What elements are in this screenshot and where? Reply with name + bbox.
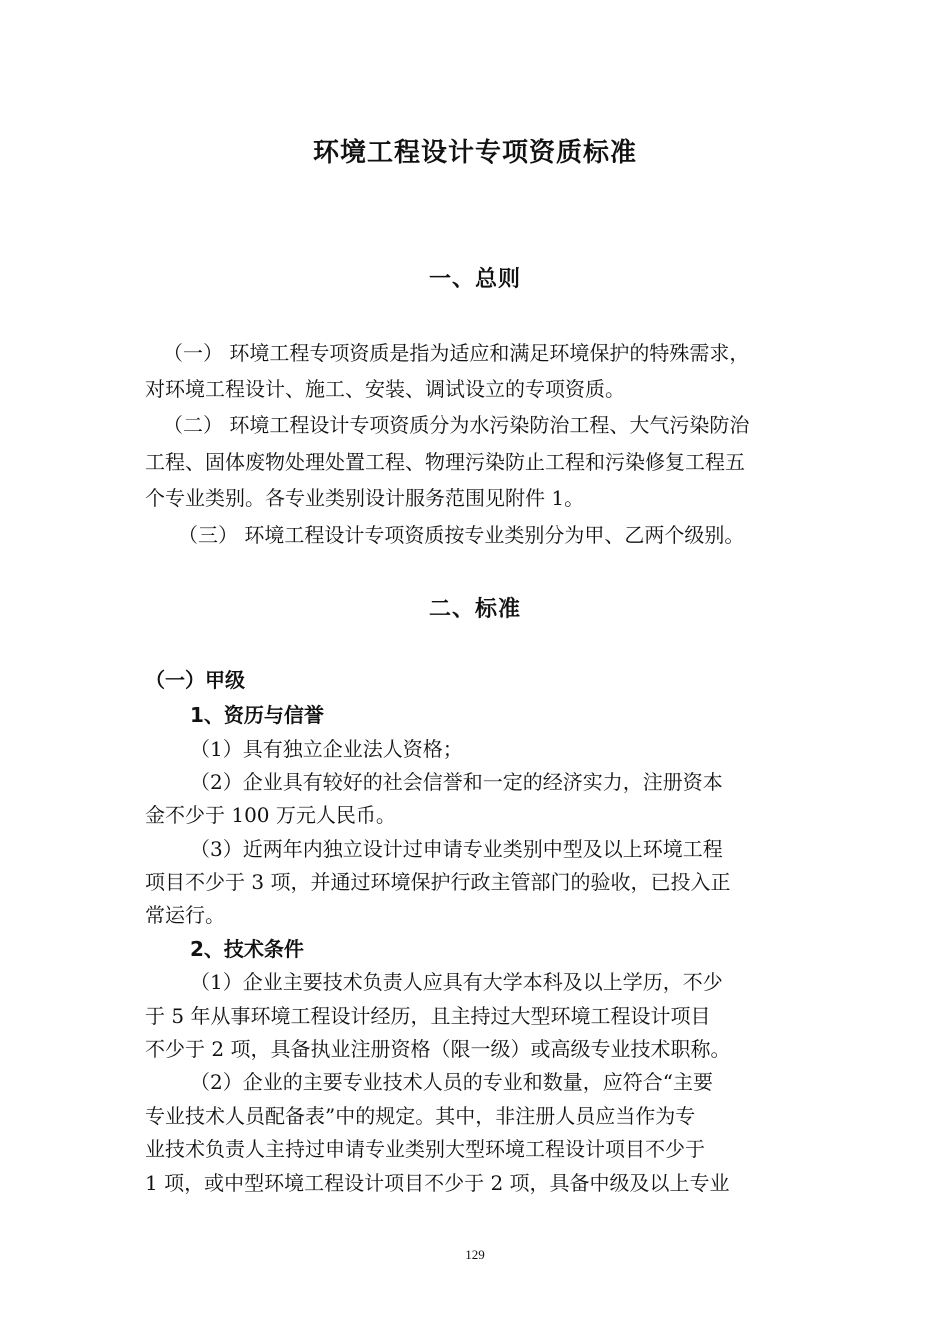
item-line: 专业技术人员配备表”中的规定。其中，非注册人员应当作为专 bbox=[145, 1104, 696, 1128]
section-heading-general: 一、总则 bbox=[428, 267, 521, 292]
item-line: 业技术负责人主持过申请专业类别大型环境工程设计项目不少于 bbox=[145, 1137, 705, 1161]
item-line: 不少于 2 项，具备执业注册资格（限一级）或高级专业技术职称。 bbox=[145, 1037, 731, 1061]
subsection-heading: 1、资历与信誉 bbox=[190, 703, 324, 727]
item-line: 于 5 年从事环境工程设计经历，且主持过大型环境工程设计项目 bbox=[145, 1004, 711, 1028]
subsection-heading: 2、技术条件 bbox=[190, 937, 304, 961]
paragraph-line: 个专业类别。各专业类别设计服务范围见附件 1。 bbox=[145, 486, 585, 510]
item-line: 常运行。 bbox=[145, 903, 225, 927]
paragraph-line: （一） 环境工程专项资质是指为适应和满足环境保护的特殊需求， bbox=[163, 341, 750, 365]
document-title: 环境工程设计专项资质标准 bbox=[312, 138, 637, 168]
item-line: （1）企业主要技术负责人应具有大学本科及以上学历，不少 bbox=[190, 970, 723, 994]
item-line: （2）企业的主要专业技术人员的专业和数量，应符合“主要 bbox=[190, 1070, 713, 1094]
grade-heading: （一）甲级 bbox=[145, 668, 245, 692]
item-line: 金不少于 100 万元人民币。 bbox=[145, 803, 396, 827]
item-line: （1）具有独立企业法人资格； bbox=[190, 737, 463, 761]
paragraph-line: （三） 环境工程设计专项资质按专业类别分为甲、乙两个级别。 bbox=[178, 523, 745, 547]
item-line: （2）企业具有较好的社会信誉和一定的经济实力，注册资本 bbox=[190, 770, 723, 794]
page-number: 129 bbox=[465, 1247, 485, 1262]
item-line: 1 项，或中型环境工程设计项目不少于 2 项，具备中级及以上专业 bbox=[145, 1171, 730, 1195]
paragraph-line: 工程、固体废物处理处置工程、物理污染防止工程和污染修复工程五 bbox=[145, 450, 745, 474]
paragraph-line: 对环境工程设计、施工、安装、调试设立的专项资质。 bbox=[145, 377, 625, 401]
item-line: （3）近两年内独立设计过申请专业类别中型及以上环境工程 bbox=[190, 837, 723, 861]
item-line: 项目不少于 3 项，并通过环境保护行政主管部门的验收，已投入正 bbox=[145, 870, 731, 894]
section-heading-standard: 二、标准 bbox=[428, 597, 521, 622]
paragraph-line: （二） 环境工程设计专项资质分为水污染防治工程、大气污染防治 bbox=[163, 413, 750, 437]
